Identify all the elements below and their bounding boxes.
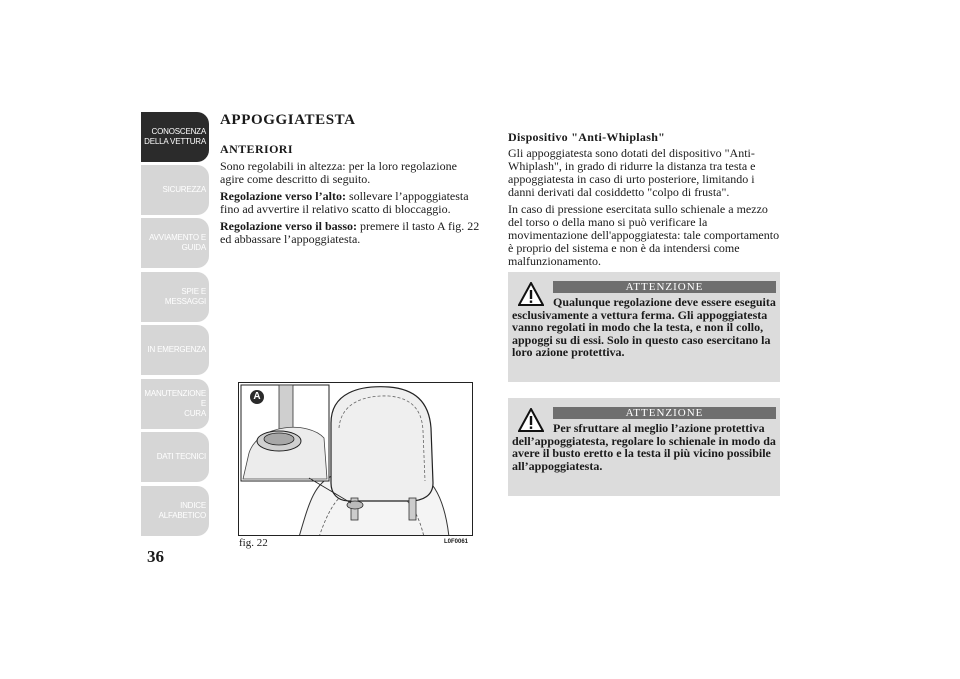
headrest-figure (238, 382, 473, 536)
warning-text: Per sfruttare al meglio l’azione protettiva dell’appoggiatesta, regolare lo schienale in modo da avere il busto eretto e la testa il più vicino possibile all’appoggiatesta. (512, 421, 776, 473)
intro-paragraph: Sono regolabili in altezza: per la loro regolazione agire come descritto di seguito. (220, 159, 457, 186)
warning-text: Qualunque regolazione deve essere eseguita esclusivamente a vettura ferma. Gli appoggiatesta vanno regolati in modo che la testa, e non il collo, appoggi su di essi. Solo in questo caso esercitano la loro azione protettiva. (512, 295, 776, 359)
page-number: 36 (147, 547, 164, 566)
warning-triangle-icon (518, 282, 544, 306)
section-title: APPOGGIATESTA (220, 112, 356, 128)
tab-spie-messaggi[interactable]: SPIE E MESSAGGI (141, 272, 209, 322)
warning-heading: ATTENZIONE (553, 407, 776, 419)
adjust-down-paragraph (220, 220, 482, 246)
tab-sicurezza[interactable]: SICUREZZA (141, 165, 209, 215)
tab-conoscenza-vettura[interactable]: CONOSCENZA DELLA VETTURA (141, 112, 209, 162)
right-column (508, 130, 780, 272)
callout-a-badge: A (250, 390, 264, 404)
adjust-up-text: sollevare l’appoggiatesta fino ad avvertire il relativo scatto di bloccaggio. (220, 189, 469, 216)
tab-dati-tecnici[interactable]: DATI TECNICI (141, 432, 209, 482)
warning-triangle-icon (518, 408, 544, 432)
warning-box-1 (508, 272, 780, 382)
adjust-up-paragraph (220, 190, 482, 216)
warning-heading: ATTENZIONE (553, 281, 776, 293)
headrest-illustration (239, 383, 473, 536)
left-column (220, 112, 482, 250)
adjust-down-label: Regolazione verso il basso: (220, 219, 357, 233)
tab-indice-alfabetico[interactable]: INDICE ALFABETICO (141, 486, 209, 536)
warning-box-2 (508, 398, 780, 496)
anti-whiplash-title: Dispositivo "Anti-Whiplash" (508, 130, 666, 144)
tab-in-emergenza[interactable]: IN EMERGENZA (141, 325, 209, 375)
anti-whiplash-paragraph-1: Gli appoggiatesta sono dotati del dispositivo "Anti-Whiplash", in grado di ridurre la distanza tra testa e appoggiatesta in caso di urto posteriore, limitando i danni derivati dal cosiddetto "colpo di frusta". (508, 146, 756, 199)
tab-manutenzione-cura[interactable]: MANUTENZIONE E CURA (141, 379, 209, 429)
anti-whiplash-paragraph-2: In caso di pressione esercitata sullo schienale a mezzo del torso o della mano si può verificare la movimentazione dell'appoggiatesta: tale comportamento è proprio del sistema e non è da intendersi come malfunzionamento. (508, 202, 780, 268)
subsection-title: ANTERIORI (220, 142, 293, 156)
adjust-down-text: premere il tasto A fig. 22 ed abbassare l’appoggiatesta. (220, 219, 480, 246)
figure-caption: fig. 22 (239, 537, 268, 549)
figure-code: L0F0061 (444, 539, 469, 545)
adjust-up-label: Regolazione verso l’alto: (220, 189, 346, 203)
tab-avviamento-guida[interactable]: AVVIAMENTO E GUIDA (141, 218, 209, 268)
